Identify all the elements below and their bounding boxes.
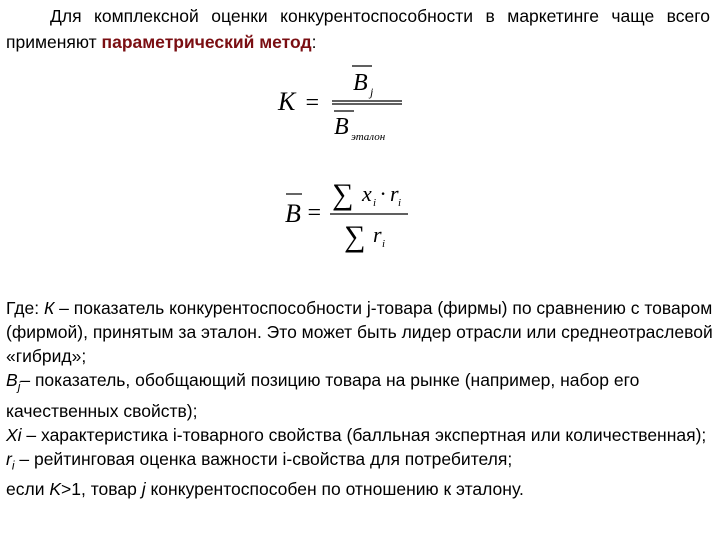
- formula2-num-r-sub: i: [398, 197, 402, 209]
- definition-k: [6, 296, 714, 368]
- formula-weighted-index: [276, 172, 426, 256]
- formula1-den: B: [334, 114, 349, 140]
- definition-k-text: – показатель конкурентоспособности j-товара (фирмы) по сравнению с товаром (фирмой), принятым за эталон. Это может быть лидер отрасли или среднеотраслевой «гибрид»;: [6, 298, 713, 366]
- symbol-b-sub: j: [17, 379, 21, 394]
- formula2-den-r-sub: i: [382, 238, 386, 250]
- definition-r: [6, 447, 714, 478]
- formula2-num-x: x: [362, 181, 372, 206]
- intro-tail: :: [311, 32, 317, 52]
- formula1-num: B: [353, 70, 368, 96]
- formula2-num-x-sub: i: [373, 197, 377, 209]
- formula2-dot: ·: [380, 181, 386, 206]
- symbol-k: К: [43, 298, 55, 318]
- cond-part-a: если: [6, 479, 50, 499]
- formula2-den-r: r: [373, 222, 382, 247]
- formula1-den-sub: эталон: [351, 131, 386, 143]
- symbol-x: Xi: [6, 424, 22, 445]
- formula2-den-sum: ∑: [344, 220, 366, 253]
- formula-competitiveness-index: [270, 56, 420, 148]
- formula2-lhs: B: [285, 199, 301, 228]
- formula1-eq: =: [304, 90, 321, 116]
- definition-r-text: – рейтинговая оценка важности i-свойства для потребителя;: [14, 448, 513, 469]
- cond-j: j: [141, 479, 146, 499]
- method-highlight: параметрический метод: [101, 32, 312, 52]
- cond-part-c: конкурентоспособен по отношению к эталону.: [145, 479, 524, 499]
- symbol-r-sub: i: [11, 458, 15, 472]
- condition-line: [6, 477, 714, 501]
- cond-part-b: >1, товар: [61, 479, 142, 499]
- formula1-num-sub: j: [370, 85, 374, 99]
- intro-paragraph: [6, 3, 710, 55]
- symbol-r: r: [6, 448, 12, 469]
- intro-lead: Для комплексной оценки конкурентоспособности в маркетинге чаще всего применяют: [6, 6, 710, 52]
- formula2-eq: =: [306, 200, 323, 226]
- definitions-block: [6, 296, 714, 501]
- formula1-lhs: K: [278, 87, 296, 116]
- formula2-num-sum: ∑: [332, 178, 354, 211]
- formula2-num-r: r: [390, 181, 399, 206]
- cond-k: K: [49, 479, 62, 499]
- definition-b: [6, 368, 714, 423]
- definition-x-text: – характеристика i-товарного свойства (балльная экспертная или количественная);: [21, 424, 707, 445]
- where-label: Где:: [6, 298, 44, 318]
- definition-x: [6, 423, 714, 447]
- symbol-b: B: [6, 370, 18, 390]
- definition-b-text: – показатель, обобщающий позицию товара на рынке (например, набор его качественных свойств);: [6, 370, 640, 421]
